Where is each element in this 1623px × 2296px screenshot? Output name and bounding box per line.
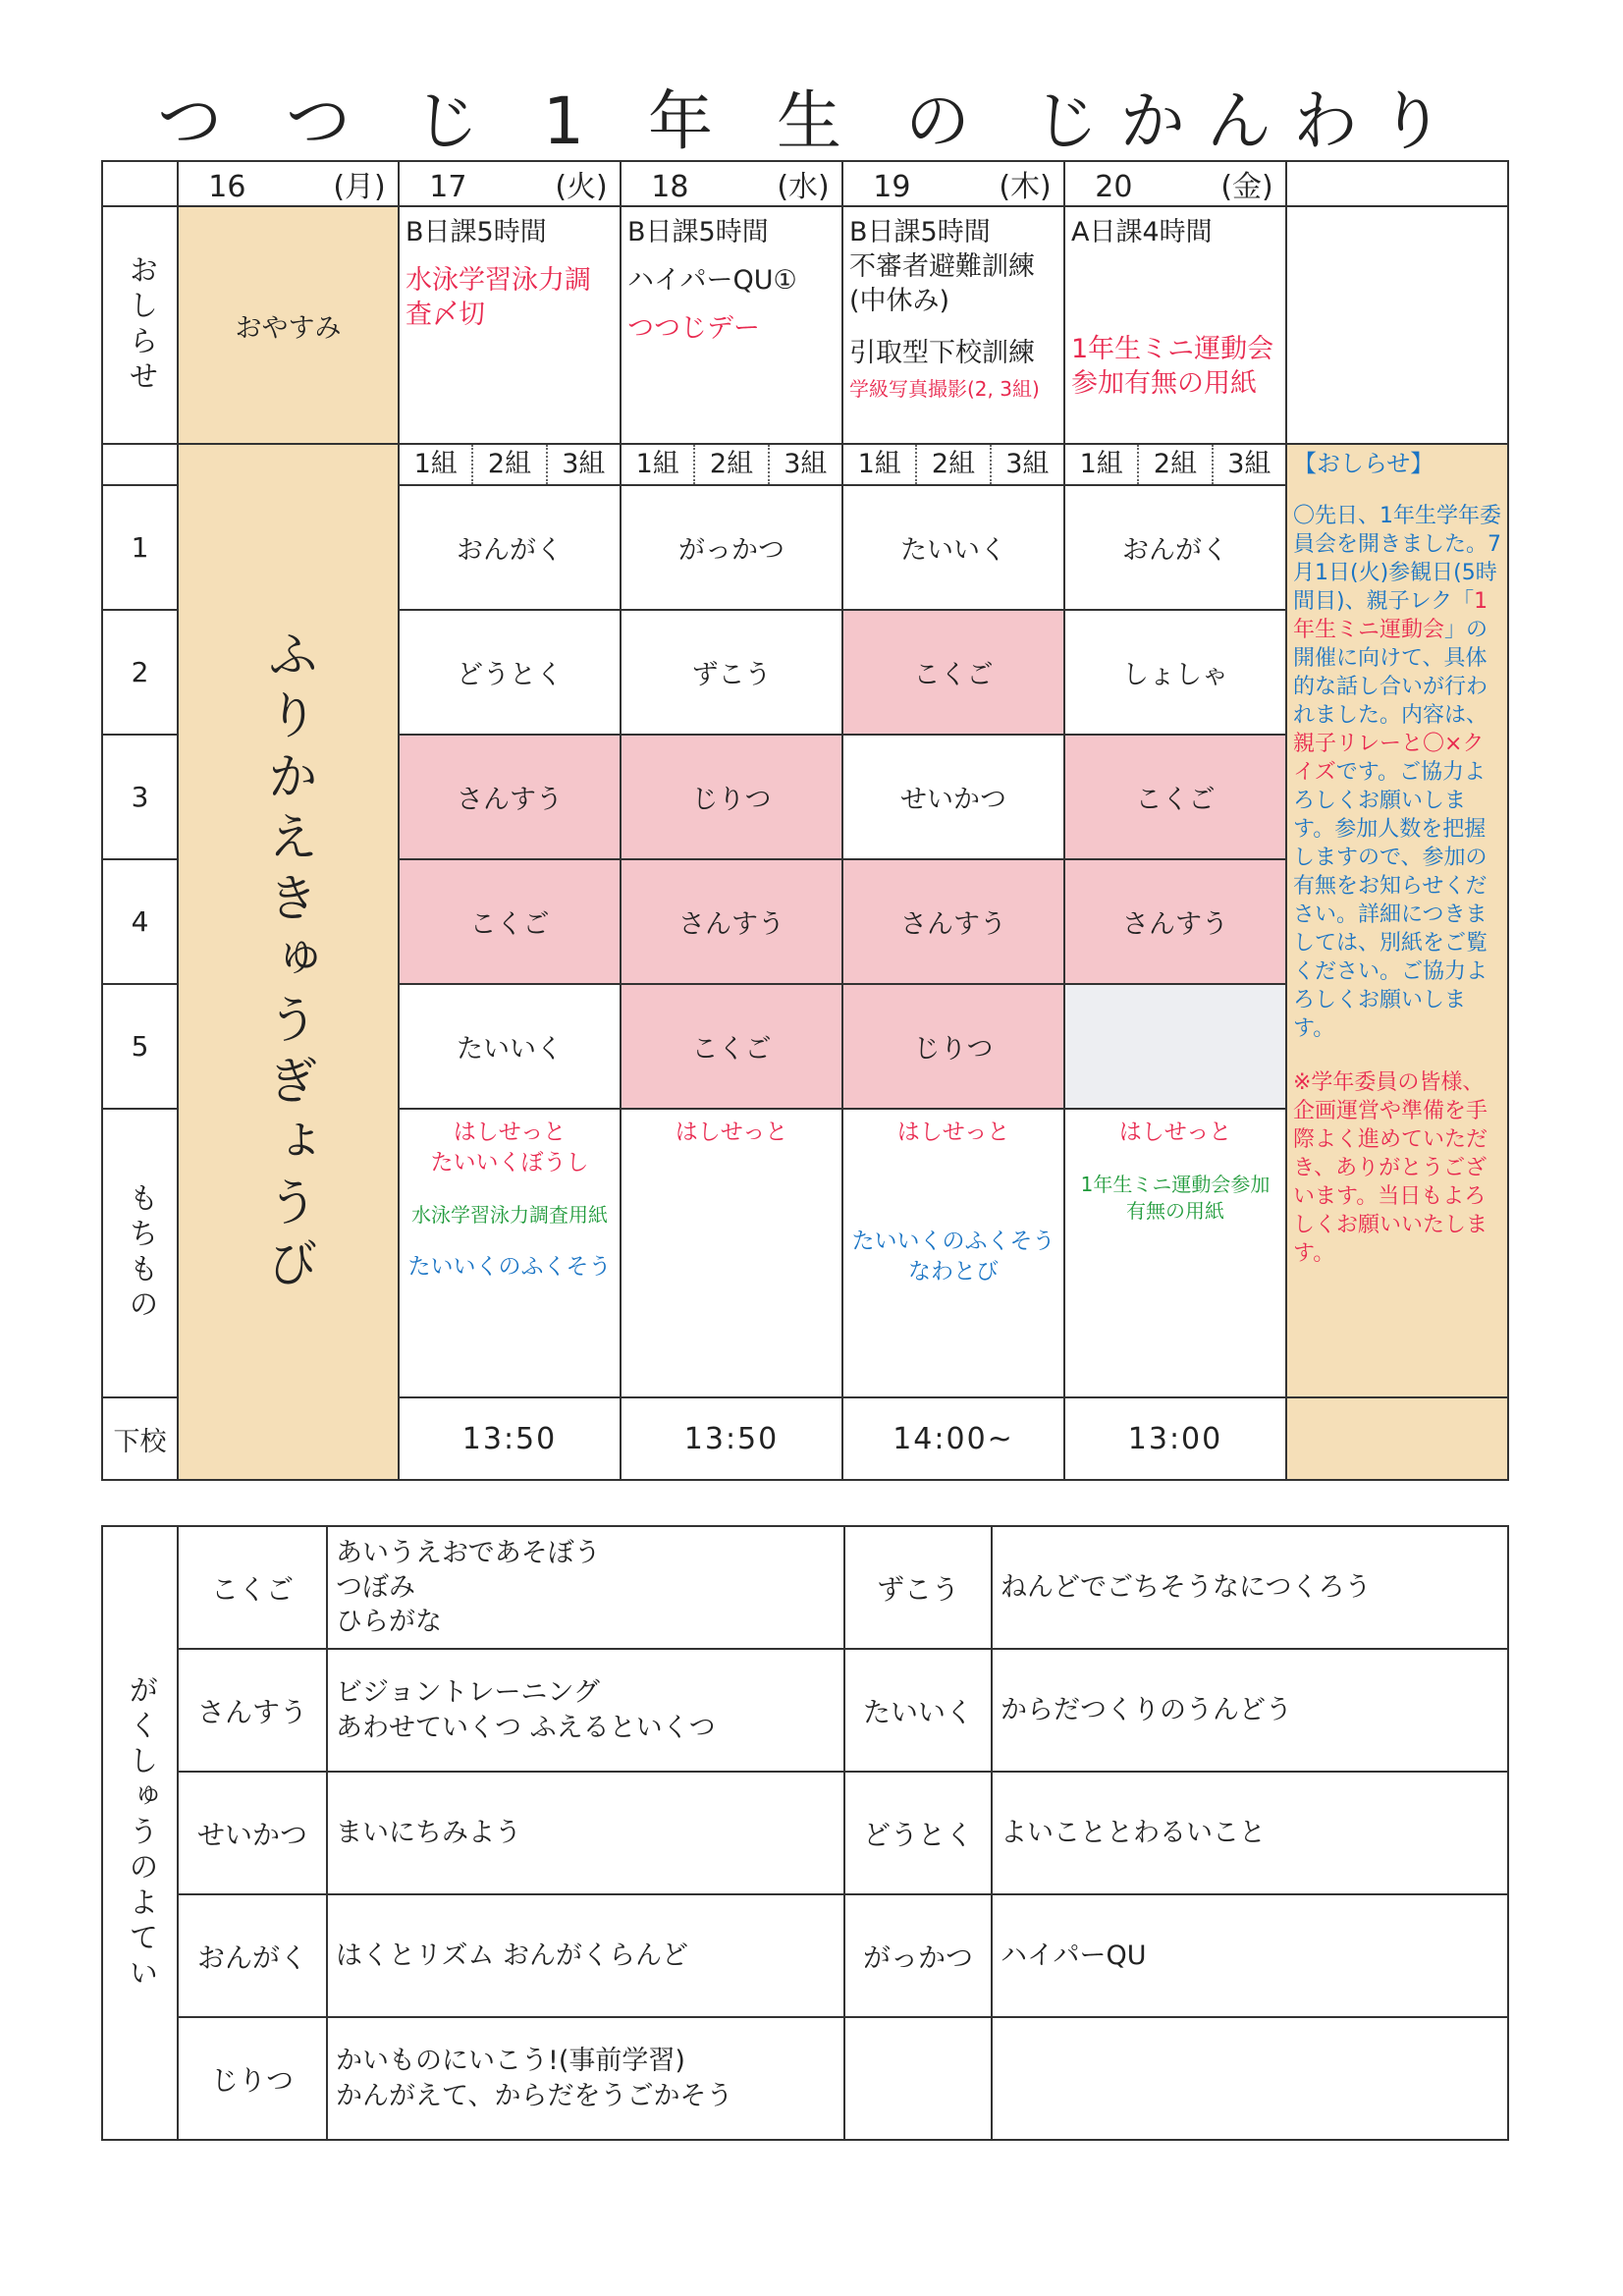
subject-cell: どうとく	[399, 610, 621, 735]
note-18: B日課5時間 ハイパーQU① つつじデー	[621, 206, 842, 444]
study-subject: がっかつ	[844, 1894, 992, 2017]
period-number: 2	[102, 610, 178, 735]
subject-cell: せいかつ	[842, 735, 1064, 859]
motimono-17: はしせっと たいいくぼうし 水泳学習泳力調査用紙 たいいくのふくそう	[399, 1109, 621, 1397]
study-subject: どうとく	[844, 1772, 992, 1894]
subject-cell: しょしゃ	[1064, 610, 1286, 735]
subject-cell: さんすう	[842, 859, 1064, 984]
study-content: からだつくりのうんどう	[992, 1649, 1508, 1772]
study-blank	[844, 2017, 992, 2140]
gekou-time: 14:00~	[842, 1397, 1064, 1480]
note-19: B日課5時間 不審者避難訓練 (中休み) 引取型下校訓練 学級写真撮影(2, 3組)	[842, 206, 1064, 444]
oyasumi-cell: おやすみ	[178, 206, 399, 444]
motimono-20: はしせっと 1年生ミニ運動会参加 有無の用紙	[1064, 1109, 1286, 1397]
oshirase-label: おしらせ	[102, 206, 178, 444]
period-number: 4	[102, 859, 178, 984]
study-content: まいにちみよう	[327, 1772, 844, 1894]
period-number: 5	[102, 984, 178, 1109]
subject-cell: こくご	[842, 610, 1064, 735]
empty-subject-cell	[1064, 984, 1286, 1109]
subject-cell: さんすう	[621, 859, 842, 984]
study-subject: おんがく	[178, 1894, 327, 2017]
study-content: よいこととわるいこと	[992, 1772, 1508, 1894]
study-subject: じりつ	[178, 2017, 327, 2140]
study-row-1	[102, 1526, 1508, 1649]
study-label: がくしゅうのよてい	[102, 1526, 178, 2140]
oshirase-row	[102, 206, 1508, 444]
day-header-17: 17 (火)	[399, 161, 621, 206]
gekou-blank	[1286, 1397, 1508, 1480]
kumi-17: 1組 2組 3組	[399, 444, 621, 485]
period-number: 3	[102, 735, 178, 859]
note-20: A日課4時間 1年生ミニ運動会 参加有無の用紙	[1064, 206, 1286, 444]
kumi-18: 1組 2組 3組	[621, 444, 842, 485]
corner-cell	[102, 161, 178, 206]
weekly-schedule-table	[101, 160, 1509, 1481]
subject-cell: さんすう	[399, 735, 621, 859]
gekou-time: 13:50	[621, 1397, 842, 1480]
kumi-19: 1組 2組 3組	[842, 444, 1064, 485]
day-header-19: 19 (木)	[842, 161, 1064, 206]
kumi-corner	[102, 444, 178, 485]
study-content: かいものにいこう!(事前学習) かんがえて、からだをうごかそう	[327, 2017, 844, 2140]
subject-cell: おんがく	[1064, 485, 1286, 610]
study-blank	[992, 2017, 1508, 2140]
gekou-time: 13:00	[1064, 1397, 1286, 1480]
subject-cell: じりつ	[842, 984, 1064, 1109]
notice-panel: 【おしらせ】 〇先日、1年生学年委員会を開きました。7月1日(火)参観日(5時間目)、親子レク「1年生ミニ運動会」の開催に向けて、具体的な話し合いが行われました。内容は、親子リレーと〇×クイズです。ご協力よろしくお願いします。参加人数を把握しますので、参加の有無をお知らせください。詳細につきましては、別紙をご覧ください。ご協力よろしくお願いします。 ※学年委員の皆様、企画運営や準備を手際よく進めていただき、ありがとうございます。当日もよろしくお願いいたします。	[1286, 444, 1508, 1397]
subject-cell: たいいく	[399, 984, 621, 1109]
study-row-3	[102, 1772, 1508, 1894]
study-subject: ずこう	[844, 1526, 992, 1649]
motimono-18: はしせっと	[621, 1109, 842, 1397]
subject-cell: じりつ	[621, 735, 842, 859]
motimono-label: もちもの	[102, 1109, 178, 1397]
study-subject: さんすう	[178, 1649, 327, 1772]
gekou-time: 13:50	[399, 1397, 621, 1480]
day-header-18: 18 (水)	[621, 161, 842, 206]
subject-cell: おんがく	[399, 485, 621, 610]
subject-cell: ずこう	[621, 610, 842, 735]
subject-cell: たいいく	[842, 485, 1064, 610]
day-header-20: 20 (金)	[1064, 161, 1286, 206]
study-content: ハイパーQU	[992, 1894, 1508, 2017]
motimono-19: はしせっと たいいくのふくそう なわとび	[842, 1109, 1064, 1397]
kumi-20: 1組 2組 3組	[1064, 444, 1286, 485]
period-number: 1	[102, 485, 178, 610]
subject-cell: がっかつ	[621, 485, 842, 610]
note-17: B日課5時間 水泳学習泳力調査〆切	[399, 206, 621, 444]
study-subject: たいいく	[844, 1649, 992, 1772]
gekou-label: 下校	[102, 1397, 178, 1480]
study-content: ねんどでごちそうなにつくろう	[992, 1526, 1508, 1649]
study-content: あいうえおであそぼう つぼみ ひらがな	[327, 1526, 844, 1649]
study-row-4	[102, 1894, 1508, 2017]
day-header-16: 16 (月)	[178, 161, 399, 206]
furikae-cell: ふりかえきゅうぎょうび	[178, 444, 399, 1480]
kumi-row	[102, 444, 1508, 485]
study-content: ビジョントレーニング あわせていくつ ふえるといくつ	[327, 1649, 844, 1772]
subject-cell: こくご	[399, 859, 621, 984]
subject-cell: こくご	[621, 984, 842, 1109]
study-row-2	[102, 1649, 1508, 1772]
day-header-row	[102, 161, 1508, 206]
study-subject: こくご	[178, 1526, 327, 1649]
notice-header-blank	[1286, 161, 1508, 206]
page-title: つ つ じ 1 年 生 の じかんわり	[157, 83, 1466, 159]
study-subject: せいかつ	[178, 1772, 327, 1894]
study-content: はくとリズム おんがくらんど	[327, 1894, 844, 2017]
subject-cell: さんすう	[1064, 859, 1286, 984]
study-row-5	[102, 2017, 1508, 2140]
subject-cell: こくご	[1064, 735, 1286, 859]
study-plan-table	[101, 1525, 1509, 2141]
note-blank	[1286, 206, 1508, 444]
